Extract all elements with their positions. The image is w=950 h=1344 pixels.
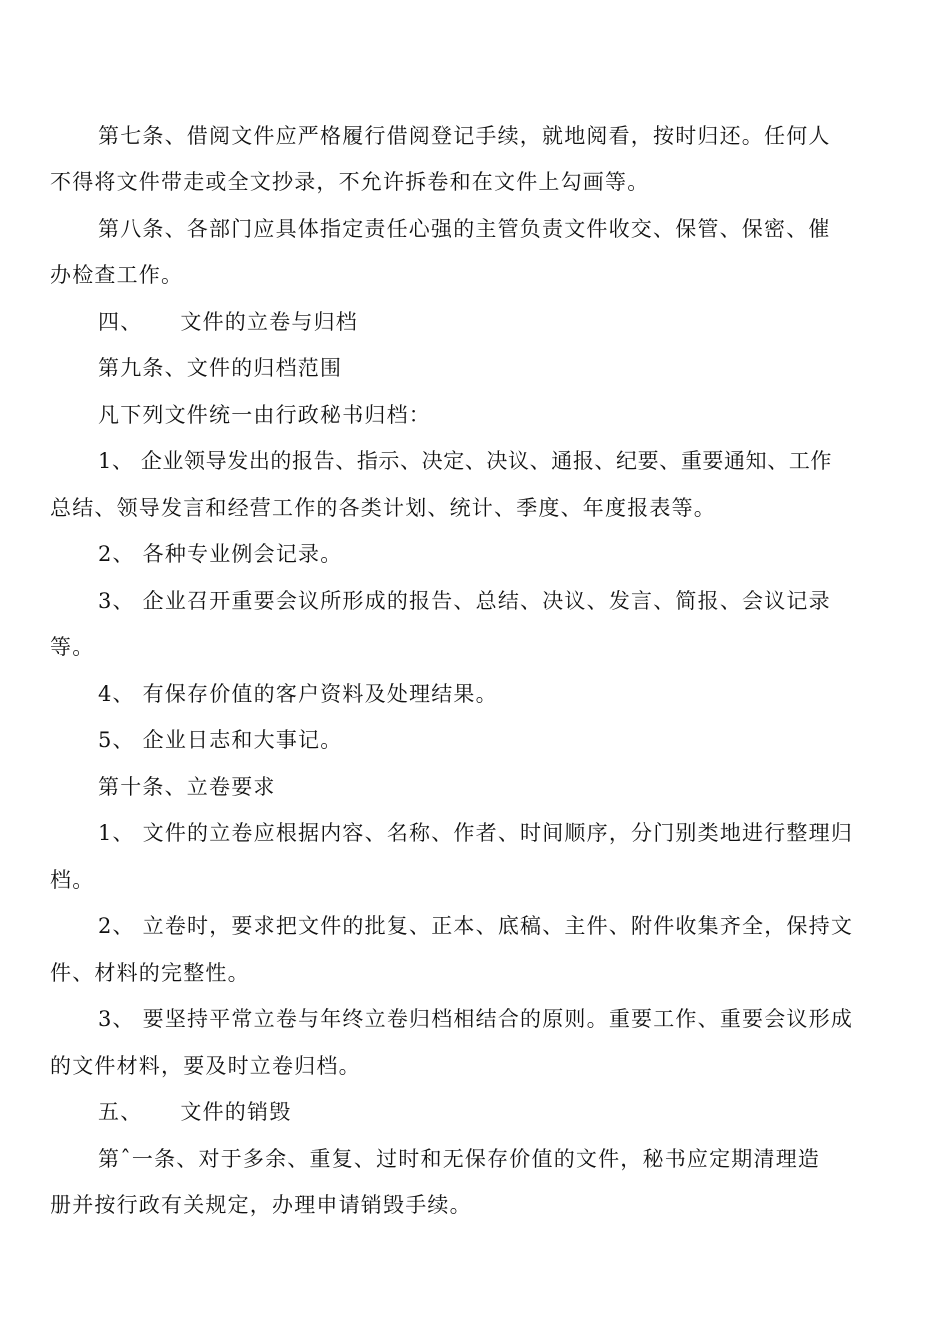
scope-item-1-line-1: 1、 企业领导发出的报告、指示、决定、决议、通报、纪要、重要通知、工作	[98, 449, 833, 473]
article-7-line-2: 不得将文件带走或全文抄录，不允许拆卷和在文件上勾画等。	[50, 170, 650, 194]
requirement-1-line-2: 档。	[50, 868, 95, 892]
requirement-2-line-2: 件、材料的完整性。	[50, 961, 250, 985]
section-5-heading	[98, 1098, 291, 1126]
section-4-heading	[98, 308, 358, 336]
requirement-2-line-1: 2、 立卷时，要求把文件的批复、正本、底稿、主件、附件收集齐全，保持文	[98, 914, 854, 938]
scope-item-2: 2、 各种专业例会记录。	[98, 542, 343, 566]
scope-item-5: 5、 企业日志和大事记。	[98, 728, 343, 752]
article-11-line-1: 第ˆ一条、对于多余、重复、过时和无保存价值的文件，秘书应定期清理造	[98, 1147, 821, 1171]
scope-item-3-line-1: 3、 企业召开重要会议所形成的报告、总结、决议、发言、简报、会议记录	[98, 589, 831, 613]
section-number: 四、	[98, 310, 143, 334]
article-8-line-1: 第八条、各部门应具体指定责任心强的主管负责文件收交、保管、保密、催	[98, 217, 831, 241]
scope-item-1-line-2: 总结、领导发言和经营工作的各类计划、统计、季度、年度报表等。	[50, 496, 716, 520]
scope-item-4: 4、 有保存价值的客户资料及处理结果。	[98, 682, 498, 706]
requirement-3-line-1: 3、 要坚持平常立卷与年终立卷归档相结合的原则。重要工作、重要会议形成	[98, 1007, 854, 1031]
archive-scope-intro: 凡下列文件统一由行政秘书归档：	[98, 403, 431, 427]
scope-item-3-line-2: 等。	[50, 635, 95, 659]
article-10-heading: 第十条、立卷要求	[98, 775, 276, 799]
requirement-1-line-1: 1、 文件的立卷应根据内容、名称、作者、时间顺序，分门别类地进行整理归	[98, 821, 854, 845]
article-8-line-2: 办检查工作。	[50, 263, 184, 287]
section-title: 文件的立卷与归档	[180, 310, 359, 334]
article-11-line-2: 册并按行政有关规定，办理申请销毁手续。	[50, 1193, 472, 1217]
section-title: 文件的销毁	[180, 1100, 292, 1124]
article-9-heading: 第九条、文件的归档范围	[98, 356, 343, 380]
requirement-3-line-2: 的文件材料，要及时立卷归档。	[50, 1054, 361, 1078]
article-7-line-1: 第七条、借阅文件应严格履行借阅登记手续，就地阅看，按时归还。任何人	[98, 124, 831, 148]
section-number: 五、	[98, 1100, 143, 1124]
